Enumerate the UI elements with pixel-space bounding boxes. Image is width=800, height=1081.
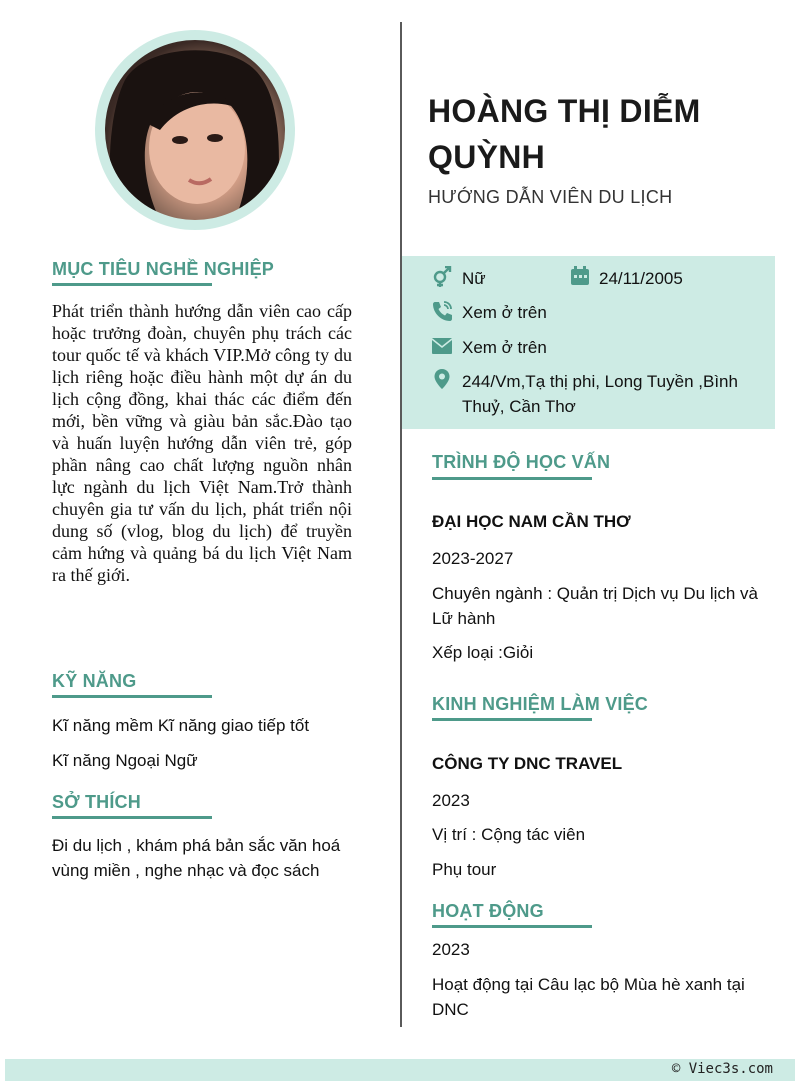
activities-title: HOẠT ĐỘNG [432, 901, 544, 921]
birthdate-value: 24/11/2005 [599, 269, 683, 288]
skills-underline [52, 695, 212, 698]
experience-duty: Phụ tour [432, 860, 497, 879]
full-name: HOÀNG THỊ DIỄM QUỲNH [428, 93, 701, 175]
objective-underline [52, 283, 212, 286]
calendar-icon [569, 265, 591, 287]
phone-value: Xem ở trên [462, 303, 547, 322]
experience-title: KINH NGHIỆM LÀM VIỆC [432, 694, 649, 714]
activities-text: Hoạt động tại Câu lạc bộ Mùa hè xanh tại DNC [432, 975, 745, 1019]
experience-company: CÔNG TY DNC TRAVEL [432, 754, 623, 773]
footer-bar [5, 1059, 795, 1081]
map-pin-icon [431, 368, 453, 390]
profile-photo [105, 40, 285, 220]
column-divider [400, 22, 402, 1027]
gender-value: Nữ [462, 269, 486, 288]
contact-panel [402, 256, 775, 429]
phone-icon [431, 300, 453, 322]
email-value: Xem ở trên [462, 338, 547, 357]
envelope-icon [431, 335, 453, 357]
education-grade: Xếp loại :Giỏi [432, 643, 534, 662]
gender-icon [431, 266, 453, 288]
objective-text: Phát triển thành hướng dẫn viên cao cấp hoặc trưởng đoàn, chuyên phụ trách các tour quốc tế và khách VIP.Mở công ty du lịch riêng hoặc điều hành một dự án du lịch cộng đồng, khai thác các điểm đến mới, bền vững và giàu bản sắc.Đào tạo và huấn luyện hướng dẫn viên trẻ, góp phần nâng cao chất lượng nguồn nhân lực ngành du lịch Việt Nam.Trở thành chuyên gia tư vấn du lịch, phát triển nội dung số (vlog, blog du lịch) để truyền cảm hứng và quảng bá du lịch Việt Nam ra thế giới. [52, 301, 352, 585]
skill-item: Kĩ năng mềm Kĩ năng giao tiếp tốt [52, 716, 310, 735]
education-period: 2023-2027 [432, 549, 514, 568]
avatar [95, 30, 295, 230]
education-school: ĐẠI HỌC NAM CẦN THƠ [432, 512, 631, 531]
education-underline [432, 477, 592, 480]
job-title: HƯỚNG DẪN VIÊN DU LỊCH [428, 187, 673, 207]
address-value: 244/Vm,Tạ thị phi, Long Tuyền ,Bình Thuỷ, Cần Thơ [462, 372, 738, 416]
experience-position: Vị trí : Cộng tác viên [432, 825, 586, 844]
skill-item: Kĩ năng Ngoại Ngữ [52, 751, 198, 770]
skills-title: KỸ NĂNG [52, 671, 137, 691]
objective-title: MỤC TIÊU NGHỀ NGHIỆP [52, 259, 275, 279]
hobbies-text: Đi du lịch , khám phá bản sắc văn hoá vùng miền , nghe nhạc và đọc sách [52, 836, 341, 880]
activities-underline [432, 925, 592, 928]
experience-year: 2023 [432, 791, 470, 810]
hobbies-underline [52, 816, 212, 819]
activities-year: 2023 [432, 940, 470, 959]
hobbies-title: SỞ THÍCH [52, 792, 141, 812]
footer-credit: © Viec3s.com [671, 1061, 773, 1077]
education-major: Chuyên ngành : Quản trị Dịch vụ Du lịch và Lữ hành [432, 584, 759, 628]
experience-underline [432, 718, 592, 721]
education-title: TRÌNH ĐỘ HỌC VẤN [432, 452, 611, 472]
